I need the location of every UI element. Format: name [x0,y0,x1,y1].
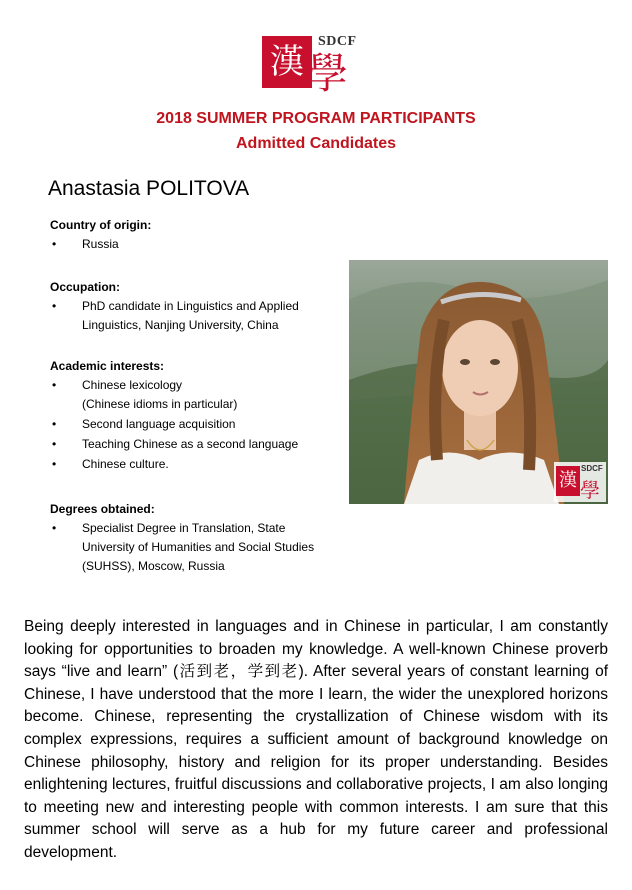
page-title: 2018 SUMMER PROGRAM PARTICIPANTS [156,110,476,127]
page-subtitle: Admitted Candidates [235,135,396,152]
list-item: • Russia [50,235,350,254]
bullet-list [50,235,350,254]
candidate-photo [349,260,608,504]
photo-watermark-logo [554,462,606,502]
section-heading: Country of origin: [50,218,152,232]
section-heading: Academic interests: [50,359,165,373]
logo-brush-char: 學 [306,49,349,98]
section-occupation [50,278,350,335]
list-item: • Chinese lexicology (Chinese idioms in particular) [50,376,350,414]
list-item: • PhD candidate in Linguistics and Applied Linguistics, Nanjing University, China [50,297,350,335]
list-item: • Chinese culture. [50,455,350,474]
section-degrees [50,500,350,576]
watermark-brush: 學 [580,478,600,502]
section-academic-interests [50,357,350,474]
watermark-brand: SDCF [581,464,603,473]
logo-seal-char: 漢 [270,42,304,82]
candidate-name: Anastasia POLITOVA [48,177,250,200]
logo-brand-text: SDCF [318,34,357,49]
bullet-list [50,297,350,335]
logo-seal [262,36,312,88]
sdcf-logo [262,30,370,102]
list-item: • Specialist Degree in Translation, State University of Humanities and Social Studies (SUHSS), Moscow, Russia [50,519,350,576]
watermark-seal: 漢 [556,466,580,496]
section-heading: Occupation: [50,280,121,294]
bullet-list [50,519,350,576]
list-item: • Teaching Chinese as a second language [50,435,350,454]
personal-statement: Being deeply interested in languages and in Chinese in particular, I am constantly looking for opportunities to broaden my knowledge. A well-known Chinese proverb says “live and learn” (活到老，学到老). After several years of constant learning of Chinese, I have understood that the more I learn, the wider the unexplored horizons become. Chinese, representing the crystallization of Chinese wisdom with its complex expressions, requires a sufficient amount of background knowledge on Chinese philosophy, history and religion for its proper understanding. Besides enlightening lectures, fruitful discussions and collaborative projects, I am also longing to meeting new and interesting people with common interests. I am sure that this summer school will serve as a hub for my future career and professional development. [24,618,608,861]
list-item: • Second language acquisition [50,415,350,434]
section-country [50,216,350,254]
bullet-list [50,376,350,474]
section-heading: Degrees obtained: [50,502,155,516]
